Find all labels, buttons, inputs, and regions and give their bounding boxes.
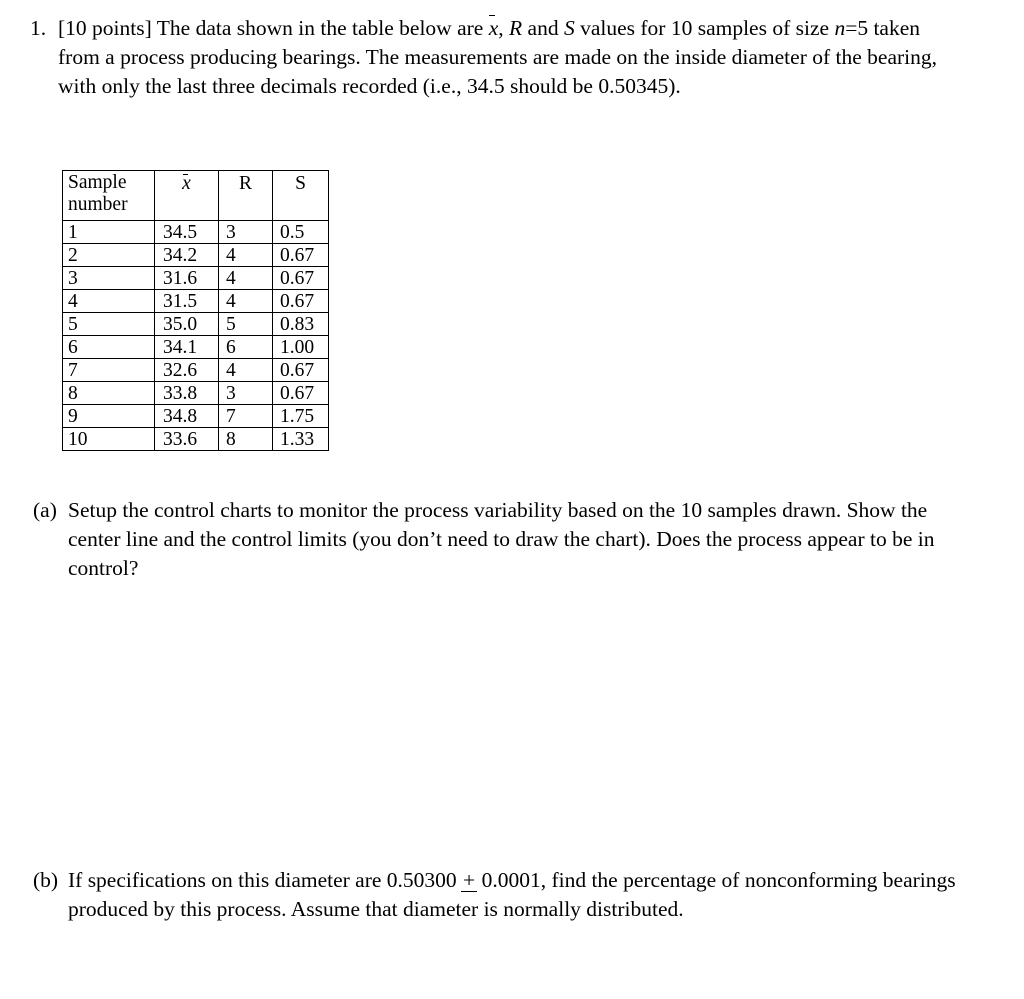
table-row — [63, 405, 329, 428]
cell-sample-number: 8 — [63, 382, 155, 405]
header-sample-line2: number — [68, 194, 128, 215]
part-b-lead-text: If specifications on this diameter are 0.50300 — [68, 868, 463, 892]
cell-xbar: 31.6 — [155, 267, 219, 290]
part-b-text — [68, 866, 963, 924]
cell-s: 0.67 — [273, 267, 329, 290]
table-body — [63, 221, 329, 451]
cell-xbar: 35.0 — [155, 313, 219, 336]
cell-s: 0.67 — [273, 244, 329, 267]
cell-s: 0.67 — [273, 382, 329, 405]
cell-r: 4 — [219, 244, 273, 267]
cell-xbar: 31.5 — [155, 290, 219, 313]
cell-sample-number: 10 — [63, 428, 155, 451]
table-row — [63, 313, 329, 336]
cell-r: 3 — [219, 221, 273, 244]
cell-sample-number: 3 — [63, 267, 155, 290]
table-header — [63, 171, 329, 221]
symbol-n: n — [834, 16, 846, 40]
points-tag: [10 points] — [58, 16, 152, 40]
question-comma: , — [498, 16, 510, 40]
cell-xbar: 34.1 — [155, 336, 219, 359]
tolerance-value: 0.0001 — [476, 868, 541, 892]
cell-s: 0.67 — [273, 290, 329, 313]
part-a-text: Setup the control charts to monitor the process variability based on the 10 samples drawn. Show the center line and the control limits (you don’t need to draw the chart). Does the process appear to be in control? — [68, 498, 935, 580]
part-b-label: (b) — [33, 868, 59, 892]
part-a-label: (a) — [33, 498, 57, 522]
part-b-text-container — [68, 866, 963, 924]
cell-s: 1.75 — [273, 405, 329, 428]
cell-xbar: 34.2 — [155, 244, 219, 267]
cell-xbar: 32.6 — [155, 359, 219, 382]
cell-s: 0.5 — [273, 221, 329, 244]
cell-xbar: 33.6 — [155, 428, 219, 451]
cell-sample-number: 6 — [63, 336, 155, 359]
cell-r: 7 — [219, 405, 273, 428]
symbol-r: R — [509, 16, 523, 40]
plus-minus-symbol: + — [462, 866, 476, 895]
table-row — [63, 336, 329, 359]
data-table-container — [62, 170, 329, 451]
cell-sample-number: 2 — [63, 244, 155, 267]
question-number: 1. — [30, 16, 47, 40]
cell-s: 0.67 — [273, 359, 329, 382]
cell-sample-number: 1 — [63, 221, 155, 244]
cell-xbar: 34.5 — [155, 221, 219, 244]
table-row — [63, 382, 329, 405]
question-tail-text: values for 10 samples of size — [574, 16, 835, 40]
table-header-row — [63, 171, 329, 221]
x-bar-symbol: x — [489, 14, 499, 43]
cell-r: 3 — [219, 382, 273, 405]
cell-s: 1.00 — [273, 336, 329, 359]
cell-r: 5 — [219, 313, 273, 336]
cell-sample-number: 9 — [63, 405, 155, 428]
samples-table — [62, 170, 329, 451]
table-row — [63, 221, 329, 244]
question-1-block — [30, 14, 945, 101]
part-b-tail-text: , find the percentage of nonconforming bearings produced by this process. Assume that diameter is normally distributed. — [68, 868, 956, 921]
cell-r: 4 — [219, 290, 273, 313]
table-row — [63, 359, 329, 382]
table-row — [63, 267, 329, 290]
cell-s: 1.33 — [273, 428, 329, 451]
question-text — [58, 14, 945, 101]
cell-sample-number: 5 — [63, 313, 155, 336]
cell-r: 6 — [219, 336, 273, 359]
column-header-r: R — [219, 171, 273, 221]
cell-sample-number: 7 — [63, 359, 155, 382]
question-lead-text: The data shown in the table below are — [156, 16, 484, 40]
cell-r: 4 — [219, 359, 273, 382]
question-part-a — [33, 496, 963, 583]
cell-xbar: 34.8 — [155, 405, 219, 428]
question-paragraph — [58, 14, 945, 101]
symbol-s: S — [563, 16, 575, 40]
column-header-s: S — [273, 171, 329, 221]
part-a-text-container — [68, 496, 963, 583]
table-row — [63, 244, 329, 267]
cell-r: 8 — [219, 428, 273, 451]
table-row — [63, 290, 329, 313]
question-final-text: =5 taken from a process producing bearings. The measurements are made on the inside diameter of the bearing, with only the last three decimals recorded (i.e., 34.5 should be 0.50345). — [58, 16, 938, 98]
cell-sample-number: 4 — [63, 290, 155, 313]
x-bar-symbol-header: x — [182, 173, 191, 194]
cell-s: 0.83 — [273, 313, 329, 336]
question-row — [30, 14, 945, 101]
column-header-sample-number — [63, 171, 155, 221]
question-part-b — [33, 866, 963, 924]
column-header-xbar — [155, 171, 219, 221]
cell-r: 4 — [219, 267, 273, 290]
question-conjunction: and — [522, 16, 564, 40]
header-sample-line1: Sample — [68, 172, 127, 193]
cell-xbar: 33.8 — [155, 382, 219, 405]
table-row — [63, 428, 329, 451]
